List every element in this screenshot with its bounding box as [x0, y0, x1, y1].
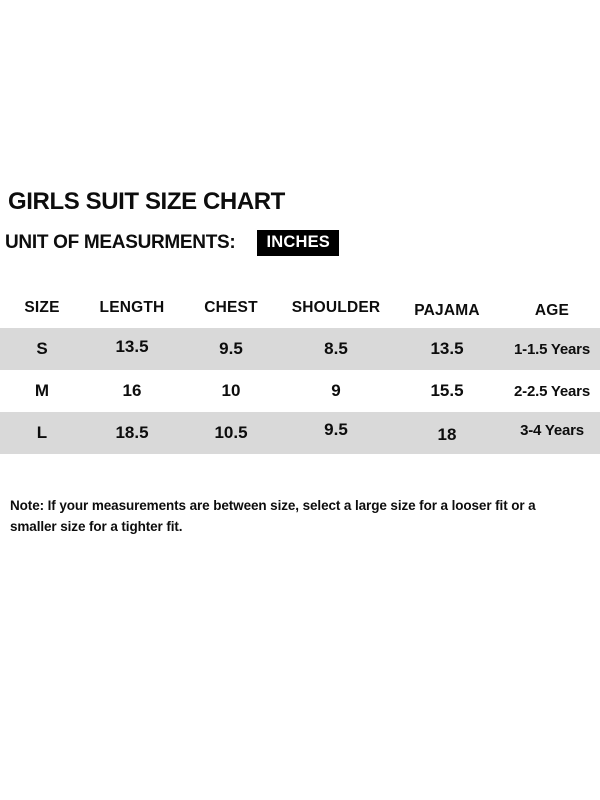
- age-cell: 3-4 Years: [520, 421, 584, 439]
- table-row-size-s: [0, 328, 600, 370]
- length-cell: 16: [122, 381, 142, 400]
- pajama-cell: 18: [437, 425, 457, 444]
- header-size: SIZE: [24, 299, 60, 316]
- inches-badge: INCHES: [257, 230, 339, 256]
- pajama-cell: 13.5: [430, 339, 464, 358]
- page-title: GIRLS SUIT SIZE CHART: [8, 188, 285, 215]
- size-cell: S: [36, 339, 48, 358]
- size-table: [0, 288, 600, 454]
- header-pajama: PAJAMA: [414, 302, 480, 319]
- header-length: LENGTH: [99, 299, 165, 316]
- table-row-size-l: [0, 412, 600, 454]
- header-shoulder: SHOULDER: [291, 299, 381, 316]
- chest-cell: 10.5: [214, 423, 248, 442]
- length-cell: 13.5: [115, 337, 149, 356]
- table-row-size-m: [0, 370, 600, 412]
- unit-of-measurement-row: [5, 230, 339, 256]
- size-table-body: [0, 328, 600, 454]
- chest-cell: 9.5: [219, 339, 243, 358]
- shoulder-cell: 9.5: [324, 420, 348, 439]
- size-cell: M: [34, 381, 50, 400]
- fit-note: Note: If your measurements are between size, select a large size for a looser fit or a smaller size for a tighter fit.: [10, 498, 536, 534]
- age-cell: 1-1.5 Years: [514, 340, 590, 358]
- pajama-cell: 15.5: [430, 381, 464, 400]
- size-cell: L: [36, 423, 48, 442]
- header-chest: CHEST: [204, 299, 258, 316]
- shoulder-cell: 8.5: [324, 339, 348, 358]
- chest-cell: 10: [221, 381, 241, 400]
- size-table-header: [0, 288, 600, 328]
- header-row: [0, 288, 600, 328]
- header-age: AGE: [534, 302, 570, 319]
- shoulder-cell: 9: [331, 381, 341, 400]
- length-cell: 18.5: [115, 423, 149, 442]
- unit-label: UNIT OF MEASURMENTS:: [5, 232, 236, 253]
- age-cell: 2-2.5 Years: [514, 382, 590, 400]
